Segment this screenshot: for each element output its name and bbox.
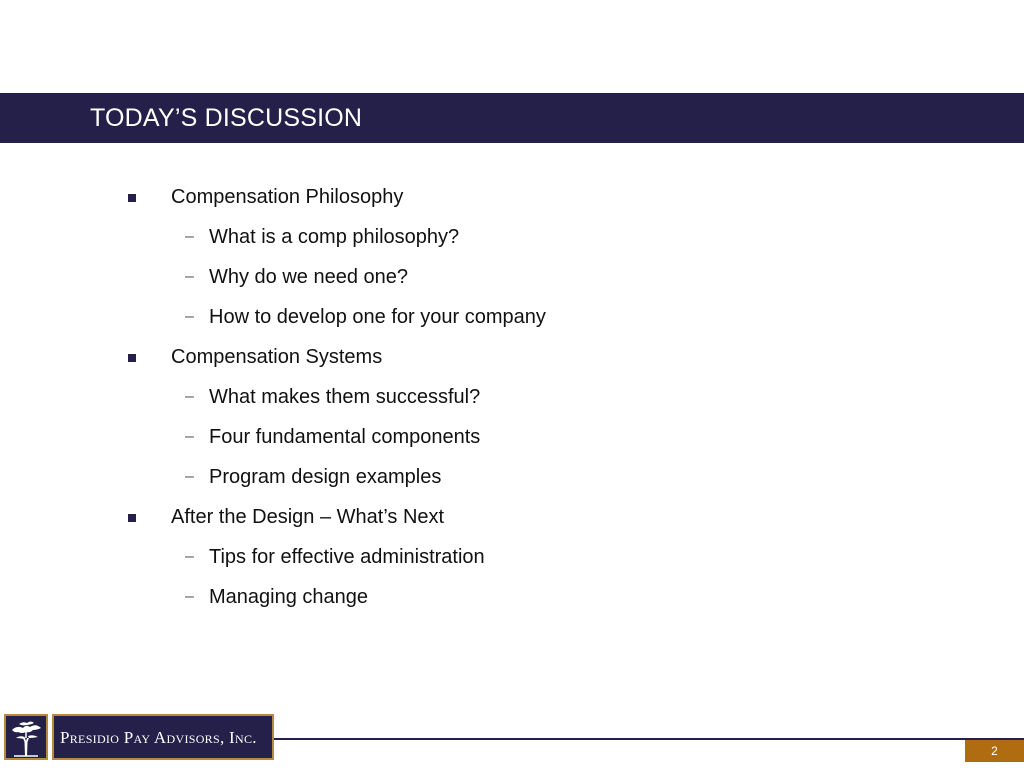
dash-bullet-icon: – <box>185 388 194 405</box>
cypress-tree-icon <box>6 716 46 758</box>
agenda-item: Why do we need one? <box>209 266 409 288</box>
dash-bullet-icon: – <box>185 548 194 565</box>
page-number: 2 <box>991 744 998 758</box>
agenda-item: How to develop one for your company <box>209 306 546 328</box>
footer-divider <box>274 738 1024 740</box>
bullet-square-icon <box>128 354 136 362</box>
dash-bullet-icon: – <box>185 428 194 445</box>
dash-bullet-icon: – <box>185 268 194 285</box>
company-logo <box>4 714 48 760</box>
agenda-item: Tips for effective administration <box>209 546 485 568</box>
dash-bullet-icon: – <box>185 228 194 245</box>
agenda-item: Four fundamental components <box>209 426 481 448</box>
bullet-square-icon <box>128 194 136 202</box>
agenda-heading-compensation-systems: Compensation Systems <box>171 346 383 368</box>
dash-bullet-icon: – <box>185 468 194 485</box>
slide-title: TODAY’S DISCUSSION <box>90 104 363 132</box>
agenda-item: Managing change <box>209 586 369 608</box>
agenda-item: What makes them successful? <box>209 386 481 408</box>
bullet-square-icon <box>128 514 136 522</box>
agenda-heading-after-the-design: After the Design – What’s Next <box>171 506 445 528</box>
agenda-heading-compensation-philosophy: Compensation Philosophy <box>171 186 404 208</box>
agenda-item: Program design examples <box>209 466 442 488</box>
agenda-item: What is a comp philosophy? <box>209 226 460 248</box>
dash-bullet-icon: – <box>185 588 194 605</box>
dash-bullet-icon: – <box>185 308 194 325</box>
company-name: Presidio Pay Advisors, Inc. <box>60 728 257 747</box>
